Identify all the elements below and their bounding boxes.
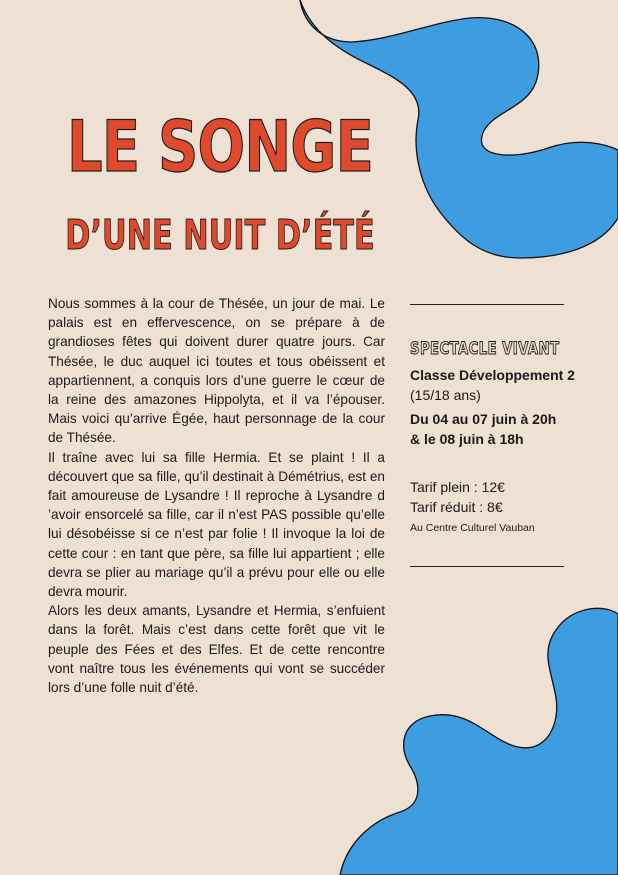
dates-line-2: & le 08 juin à 18h [410, 431, 524, 447]
class-age: (15/18 ans) [410, 387, 481, 403]
top-divider [410, 304, 564, 305]
synopsis-paragraph: Nous sommes à la cour de Thésée, un jour de mai. Le palais est en effervescence, on se prépare à de grandioses fêtes qui doivent durer quatre jours. Car Thésée, le duc auquel ici toutes et tous obéissent et appartiennent, a conquis lors d’une guerre le cœur de la reine des amazones Hippolyta, et il va l’épouser. Mais voici qu’arrive Égée, haut personnage de la cour de Thésée. [48, 296, 385, 446]
page-subtitle: D’UNE NUIT D’ÉTÉ [65, 211, 375, 259]
page-title: LE SONGE [66, 106, 374, 188]
dates-line-1: Du 04 au 07 juin à 20h [410, 411, 557, 427]
venue: Au Centre Culturel Vauban [410, 522, 535, 534]
bottom-divider [410, 566, 564, 567]
synopsis-text [48, 294, 385, 697]
price-reduced: Tarif réduit : 8€ [410, 499, 503, 515]
category-label: SPECTACLE VIVANT [410, 339, 560, 359]
class-name: Classe Développement 2 [410, 367, 575, 383]
synopsis-paragraph: Il traîne avec lui sa fille Hermia. Et se plaint ! Il a découvert que sa fille, qu’il destinait à Démétrius, est en fait amoureuse de Lysandre ! Il reproche à Lysandre d ’avoir ensorcelé sa fille, car il n’est PAS possible qu’elle lui désobéisse si ce n’est par folie ! Il invoque la loi de cette cour : en tant que père, sa fille lui appartient ; elle devra se plier au mariage qu’il a prévu pour elle ou elle devra mourir. [48, 449, 385, 600]
price-full: Tarif plein : 12€ [410, 479, 505, 495]
synopsis-paragraph: Alors les deux amants, Lysandre et Hermia, s’enfuient dans la forêt. Mais c’est dans cette forêt que vit le peuple des Fées et des Elfes. Et de cette rencontre vont naître tous les événements qui vont se succéder lors d’une folle nuit d’été. [48, 603, 385, 696]
